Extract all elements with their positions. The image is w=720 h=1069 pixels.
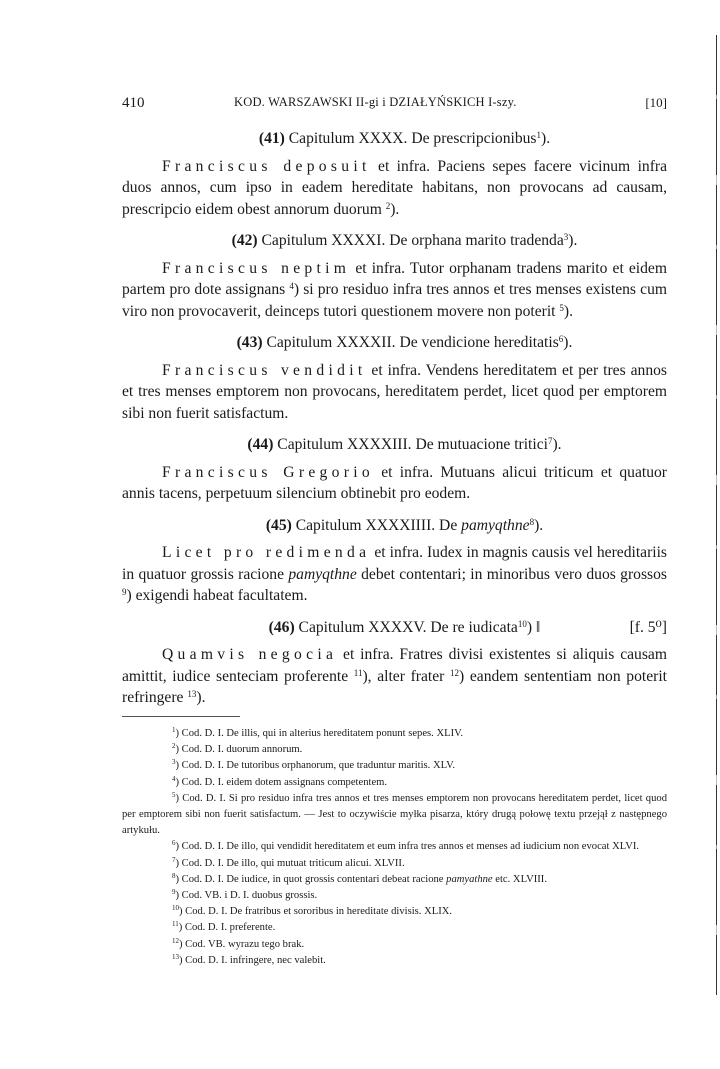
footnote-number: 5 xyxy=(172,790,176,799)
footnote-text: ) Cod. D. I. De illis, qui in alterius hereditatem ponunt sepes. XLIV. xyxy=(175,728,464,739)
footnote xyxy=(122,791,667,840)
incipit: Franciscus neptim xyxy=(162,259,351,277)
chapter-number: (44) xyxy=(247,436,274,453)
chapter-paragraph xyxy=(122,258,667,323)
footnote-text: ) Cod. D. I. De illo, qui vendidit hereditatem et eum infra tres annos et menses ad iudicium non evocat XLVI. xyxy=(175,841,640,853)
footnote-text: ) Cod. D. I. De iudice, in quot grossis contentari debeat racione xyxy=(175,873,447,885)
chapter-number: (41) xyxy=(258,130,285,147)
chapter-title-end: ). xyxy=(552,436,562,453)
chapter-title-italic: pamyqthne xyxy=(461,516,530,534)
footnote-ref[interactable]: 5 xyxy=(559,302,564,313)
footnote-text: ) Cod. D. I. preferente. xyxy=(178,922,276,934)
incipit: Franciscus vendidit xyxy=(162,361,367,379)
footnote xyxy=(122,726,667,742)
incipit: Franciscus deposuit xyxy=(162,157,371,175)
footnote-ref[interactable]: 11 xyxy=(353,667,363,678)
footnote-number: 4 xyxy=(172,774,176,783)
chapter-heading xyxy=(122,230,667,252)
footnotes xyxy=(122,726,667,969)
footnote-ref[interactable]: 4 xyxy=(289,281,294,291)
paragraph-end: ). xyxy=(563,302,573,320)
chapter-title: Capitulum XXXXV. De re iudicata xyxy=(294,618,518,636)
chapter-heading xyxy=(122,617,667,639)
footnote-text: ) Cod. D. I. De illo, qui mutuat triticum alicui. XLVII. xyxy=(175,857,405,869)
footnote-number: 6 xyxy=(172,839,176,848)
footnote-ref[interactable]: 2 xyxy=(385,200,391,211)
footnote-number: 12 xyxy=(172,936,179,945)
footnote-text: etc. XLVIII. xyxy=(492,873,547,885)
chapter-title-end: ). xyxy=(534,516,544,534)
paragraph-text: et infra. Vendens hereditatem et per tres annos et tres menses emptorem non provocans, hereditatem perdet, licet quod per emptorem sibi non fuerit satisfactum. xyxy=(122,361,667,422)
section-number: [10] xyxy=(645,95,667,110)
paragraph-end: ) exigendi habeat facultatem. xyxy=(126,587,308,604)
incipit: Franciscus Gregorio xyxy=(162,463,374,481)
footnote-ref[interactable]: 6 xyxy=(558,334,564,344)
footnote xyxy=(122,775,667,791)
chapter-number: (42) xyxy=(231,232,258,249)
paragraph-text: ) si pro residuo infra tres annos et tres menses existens cum viro non provocaverit, deinceps tutori questionem movere non poterit xyxy=(122,281,667,320)
chapter-paragraph xyxy=(122,156,667,221)
chapter-heading xyxy=(122,515,667,537)
paragraph-text: debet contentari; in minoribus vero duos grossos xyxy=(356,565,667,583)
footnote-number: 2 xyxy=(172,742,176,751)
footnote xyxy=(122,937,667,953)
footnote-text: ) Cod. D. I. infringere, nec valebit. xyxy=(179,954,326,966)
footnote-ref[interactable]: 9 xyxy=(122,587,127,597)
footnote xyxy=(122,856,667,872)
main-text xyxy=(122,128,667,719)
chapter-title: Capitulum XXXXIIII. De xyxy=(291,516,462,534)
footnote-separator xyxy=(122,716,240,717)
running-title: KOD. WARSZAWSKI II-gi i DZIAŁYŃSKICH I-szy. xyxy=(234,95,517,109)
italic-term: pamyqthne xyxy=(288,565,357,583)
folio-marker: [f. 5⁰] xyxy=(629,618,667,636)
chapter-title: Capitulum XXXXII. De vendicione hereditatis xyxy=(262,334,559,351)
footnote-text: ) Cod. D. I. Si pro residuo infra tres annos et tres menses emptorem non provocans hereditatem perdet, licet quod per emptorem sibi non fuerit satisfactum. — Jest to oczywiście myłka pisarza, który drugą połowę textu przejął z następnego artykułu. xyxy=(122,792,667,837)
footnote-text: ) Cod. VB. i D. I. duobus grossis. xyxy=(175,890,318,902)
footnote-number: 8 xyxy=(172,871,176,880)
chapter-number: (43) xyxy=(236,334,263,351)
footnote-ref[interactable]: 8 xyxy=(529,516,535,527)
footnote xyxy=(122,904,667,920)
footnote-text: ) Cod. D. I. De tutoribus orphanorum, que traduntur maritis. XLV. xyxy=(175,760,456,772)
footnote xyxy=(122,888,667,904)
footnote-number: 11 xyxy=(172,920,179,929)
chapter-heading xyxy=(122,434,667,456)
footnote-number: 10 xyxy=(172,904,179,913)
paragraph-text: ), alter frater xyxy=(362,667,451,685)
chapter-paragraph xyxy=(122,462,667,505)
footnote xyxy=(122,920,667,936)
footnote xyxy=(122,758,667,774)
footnote-ref[interactable]: 1 xyxy=(536,130,541,140)
chapter-paragraph xyxy=(122,360,667,425)
chapter-title-end: ) ‖ xyxy=(526,618,541,636)
footnote xyxy=(122,839,667,855)
paragraph-end: ). xyxy=(390,200,400,218)
paragraph-text: et infra. Paciens sepes facere vicinum infra duos annos, cum ipso in eadem hereditate habitans, non provocans ad causam, prescripcio eidem obest annorum duorum xyxy=(122,157,668,218)
paragraph-text: ) eandem sententiam non poterit refringere xyxy=(122,667,668,706)
page-header xyxy=(122,93,667,113)
footnote-ref[interactable]: 10 xyxy=(517,618,527,629)
page-edge-line xyxy=(716,35,717,995)
chapter-number: (46) xyxy=(268,618,295,636)
chapter-title-end: ). xyxy=(563,334,573,351)
footnote-number: 7 xyxy=(172,855,176,864)
incipit: Licet pro redimenda xyxy=(162,544,371,561)
chapter-title: Capitulum XXXXIII. De mutuacione tritici xyxy=(273,436,548,453)
chapter-paragraph xyxy=(122,542,667,607)
footnote-text: ) Cod. D. I. eidem dotem assignans competentem. xyxy=(175,776,388,788)
footnote-text: ) Cod. D. I. duorum annorum. xyxy=(175,744,303,756)
chapter-title: Capitulum XXXXI. De orphana marito tradenda xyxy=(257,232,564,249)
paragraph-text: et infra. Iudex in magnis causis vel hereditariis in quatuor grossis racione xyxy=(122,544,668,583)
chapter-title-end: ). xyxy=(541,130,551,147)
chapter-title: Capitulum XXXX. De prescripcionibus xyxy=(284,130,537,147)
footnote-ref[interactable]: 7 xyxy=(547,436,553,446)
footnote xyxy=(122,953,667,969)
paragraph-text: et infra. Tutor orphanam tradens marito et eidem partem pro dote assignans xyxy=(122,259,667,298)
paragraph-end: ). xyxy=(196,689,206,706)
incipit: Quamvis negocia xyxy=(162,646,338,663)
footnote-text: ) Cod. D. I. De fratribus et sororibus in hereditate divisis. XLIX. xyxy=(179,906,453,918)
chapter-number: (45) xyxy=(265,516,292,534)
footnote-text: ) Cod. VB. wyrazu tego brak. xyxy=(179,938,305,950)
footnote-ref[interactable]: 12 xyxy=(450,667,460,678)
paragraph-text: et infra. Fratres divisi existentes si aliquis causam amittit, iudice senteciam proferente xyxy=(122,646,667,685)
footnote-italic: pamyathne xyxy=(446,873,493,885)
footnote-number: 1 xyxy=(172,726,176,734)
paragraph-text: et infra. Mutuans alicui triticum et quatuor annis tacens, perpetuum silencium obtinebit pro eodem. xyxy=(122,463,667,502)
chapter-heading xyxy=(122,128,667,150)
footnote-number: 9 xyxy=(172,888,176,897)
footnote-number: 3 xyxy=(172,758,176,767)
chapter-heading xyxy=(122,332,667,354)
footnote-ref[interactable]: 3 xyxy=(563,232,569,242)
footnote xyxy=(122,742,667,758)
footnote-ref[interactable]: 13 xyxy=(187,689,197,699)
footnote-number: 13 xyxy=(172,952,179,961)
chapter-title-end: ). xyxy=(568,232,578,249)
page-number: 410 xyxy=(122,95,145,111)
footnote xyxy=(122,872,667,888)
chapter-paragraph xyxy=(122,644,667,709)
